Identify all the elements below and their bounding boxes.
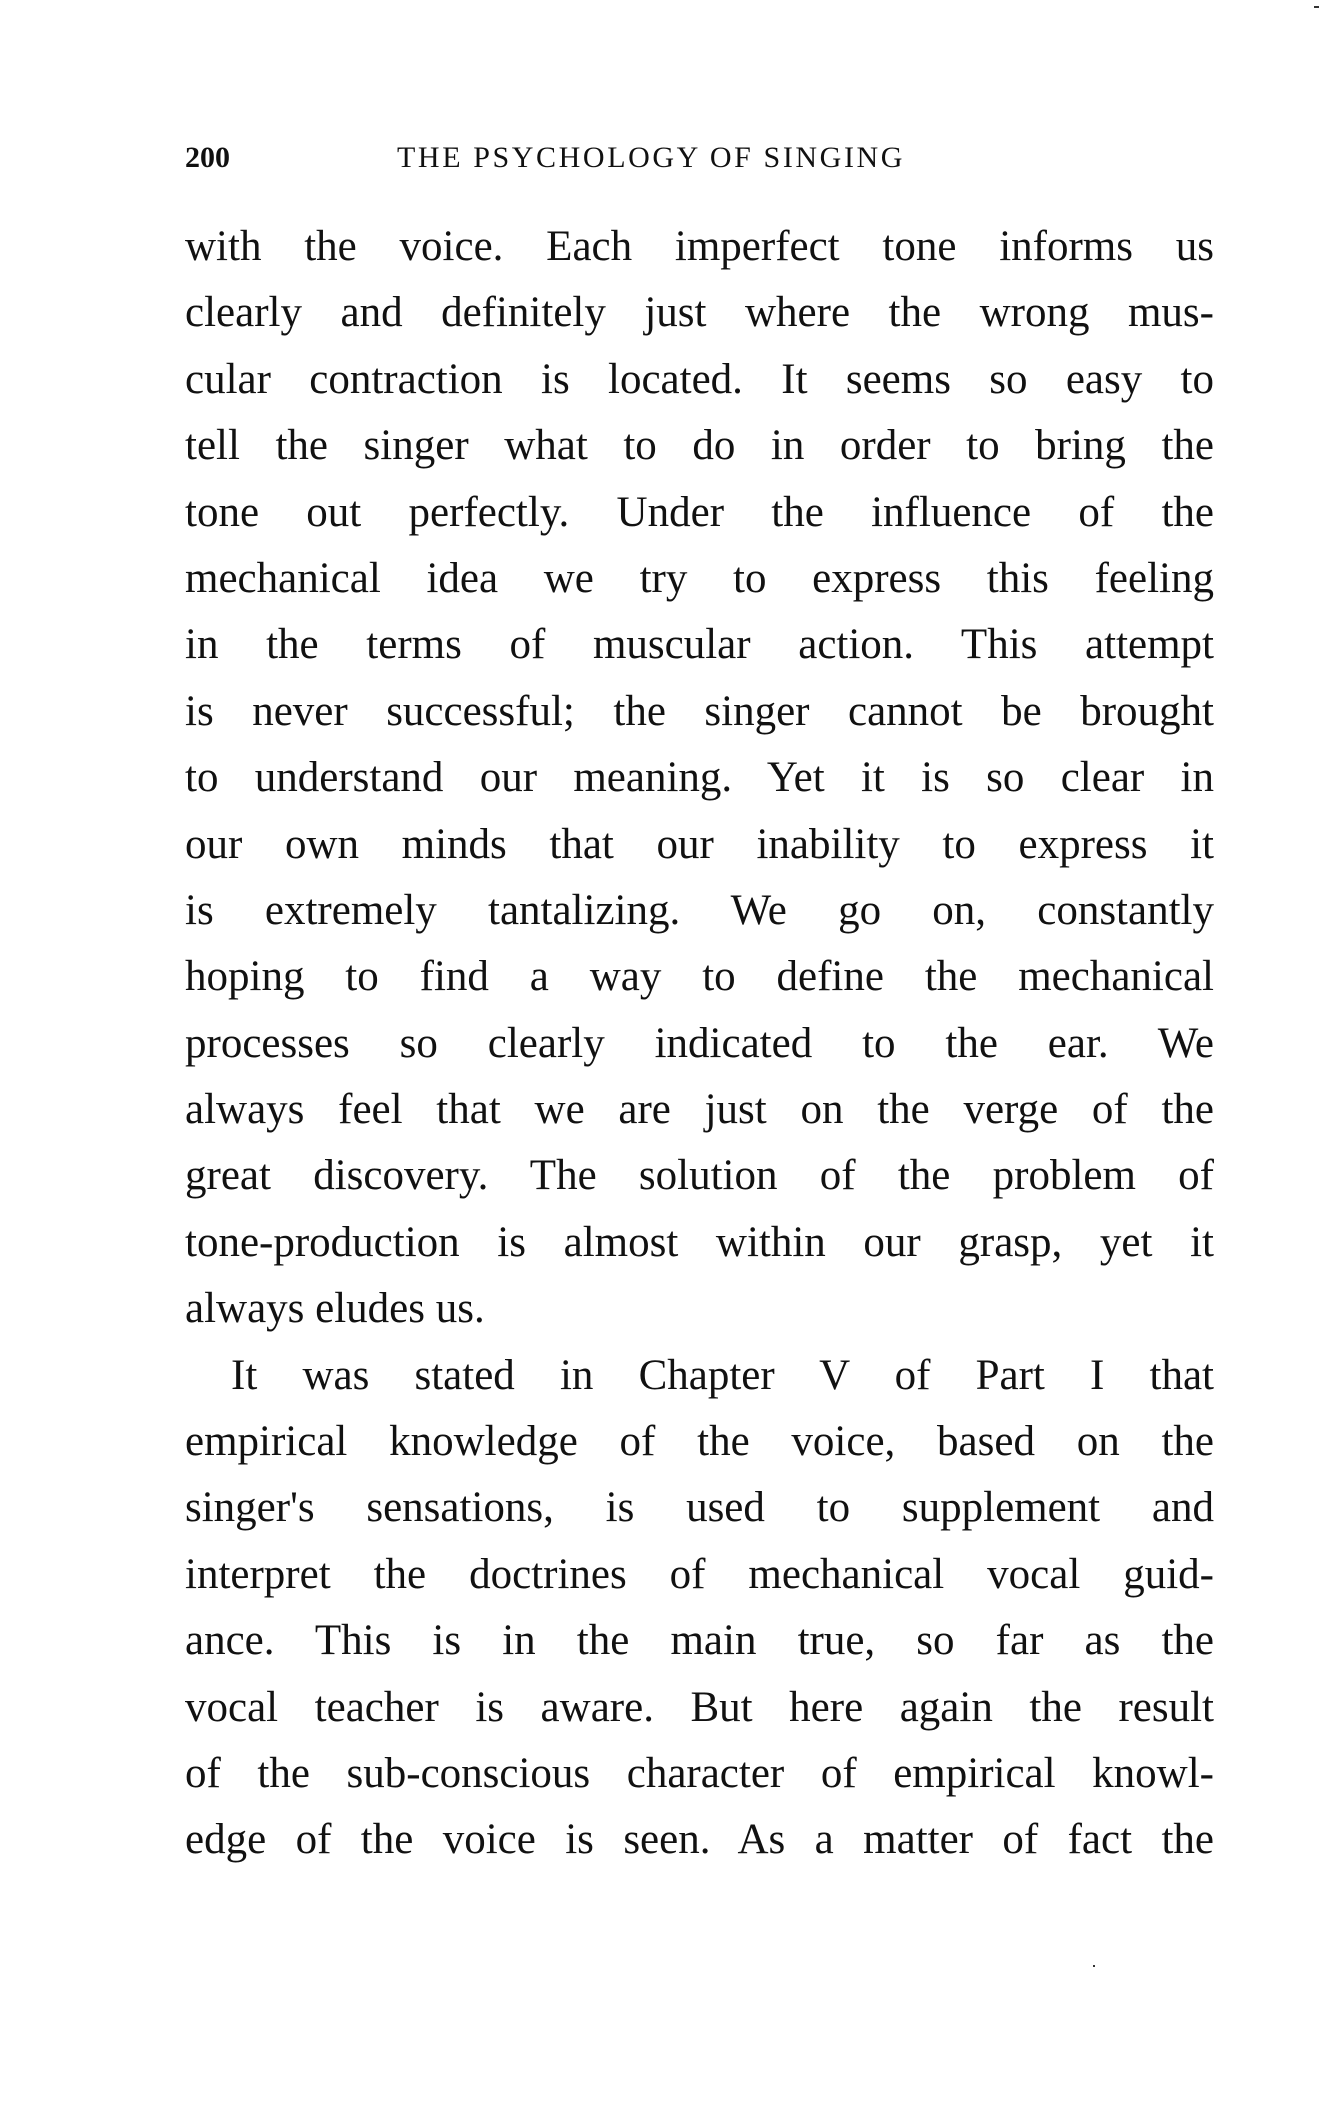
text-line: is extremely tantalizing. We go on, constantly <box>185 886 1214 934</box>
text-line: empirical knowledge of the voice, based on the <box>185 1418 1214 1466</box>
body-text <box>185 214 1214 1874</box>
text-line: tell the singer what to do in order to bring the <box>185 422 1214 470</box>
text-line: tone-production is almost within our grasp, yet it <box>185 1218 1214 1266</box>
text-line: of the sub-conscious character of empirical knowl- <box>185 1749 1214 1797</box>
text-line: mechanical idea we try to express this feeling <box>185 554 1214 602</box>
text-line: always eludes us. <box>185 1285 485 1333</box>
running-head <box>185 138 1214 178</box>
text-line: It was stated in Chapter V of Part I that <box>231 1351 1214 1399</box>
text-line: ance. This is in the main true, so far as the <box>185 1617 1214 1665</box>
text-line: always feel that we are just on the verge of the <box>185 1086 1214 1134</box>
text-line: in the terms of muscular action. This attempt <box>185 621 1214 669</box>
text-line: our own minds that our inability to express it <box>185 820 1214 868</box>
page-number: 200 <box>185 141 230 174</box>
text-line: edge of the voice is seen. As a matter of fact the <box>185 1816 1214 1864</box>
text-line: cular contraction is located. It seems so easy to <box>185 355 1214 403</box>
text-line: hoping to find a way to define the mechanical <box>185 953 1214 1001</box>
text-line: interpret the doctrines of mechanical vocal guid- <box>185 1550 1214 1598</box>
scan-speck <box>1093 1965 1095 1967</box>
paragraph-2 <box>185 1343 1214 1874</box>
text-line: singer's sensations, is used to supplement and <box>185 1484 1214 1532</box>
scan-speck <box>1314 6 1319 8</box>
text-line: is never successful; the singer cannot be brought <box>185 687 1214 735</box>
running-title: THE PSYCHOLOGY OF SINGING <box>397 141 906 174</box>
text-line: to understand our meaning. Yet it is so clear in <box>185 754 1214 802</box>
text-line: clearly and definitely just where the wrong mus- <box>185 289 1214 337</box>
text-line: great discovery. The solution of the problem of <box>185 1152 1214 1200</box>
text-line: processes so clearly indicated to the ear. We <box>185 1019 1214 1067</box>
text-line: with the voice. Each imperfect tone informs us <box>185 223 1214 270</box>
paragraph-1 <box>185 214 1214 1343</box>
text-line: tone out perfectly. Under the influence of the <box>185 488 1214 536</box>
text-line: vocal teacher is aware. But here again the result <box>185 1683 1214 1731</box>
